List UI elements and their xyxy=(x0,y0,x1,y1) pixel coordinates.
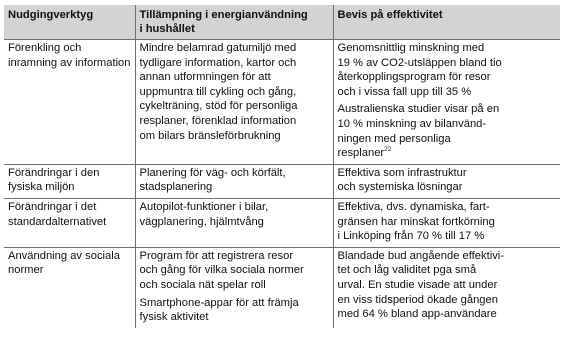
footnote-marker: 22 xyxy=(384,146,392,154)
cell-line: fysisk aktivitet xyxy=(139,311,209,324)
header-line: Nudgingverktyg xyxy=(8,9,94,21)
cell-application xyxy=(135,40,333,165)
cell-line: inramning av information xyxy=(8,56,131,69)
cell-line: Förenkling och xyxy=(8,42,82,54)
cell-line: uppmuntra till cykling och gång, xyxy=(139,85,297,98)
cell-paragraph xyxy=(338,102,556,160)
cell-tool xyxy=(4,198,135,247)
cell-line: resplaner, förenklad information xyxy=(139,114,297,127)
cell-evidence xyxy=(333,40,560,165)
cell-line: Planering för väg- och körfält, xyxy=(139,166,286,179)
cell-line: Effektiva, dvs. dynamiska, fart- xyxy=(337,200,490,213)
cell-application xyxy=(135,164,333,198)
cell-line: 19 % av CO2-utsläppen bland tio xyxy=(337,56,502,69)
cell-line: en viss tidsperiod ökade gången xyxy=(337,293,498,306)
header-tool xyxy=(4,5,135,40)
header-line: Bevis på effektivitet xyxy=(337,9,443,21)
table-row xyxy=(4,40,560,165)
cell-evidence xyxy=(333,198,560,247)
cell-line: i Linköping från 70 % till 17 % xyxy=(337,230,485,243)
cell-line: Program för att registrera resor xyxy=(139,249,294,262)
cell-line: annan utformningen för att xyxy=(139,71,271,84)
cell-paragraph xyxy=(140,249,328,293)
cell-line: stadsplanering xyxy=(139,181,213,194)
cell-line: Användning av sociala xyxy=(8,249,120,262)
cell-evidence xyxy=(333,247,560,327)
cell-line: Förändringar i den xyxy=(8,166,100,179)
cell-line: Effektiva som infrastruktur xyxy=(337,166,467,179)
cell-line: och gång för vilka sociala normer xyxy=(139,264,304,277)
cell-line-text: resplaner xyxy=(337,147,385,160)
cell-line: återkopplingsprogram för resor xyxy=(337,71,491,84)
cell-line: Australienska studier visar på en xyxy=(337,103,500,116)
cell-evidence xyxy=(333,164,560,198)
cell-paragraph xyxy=(140,41,328,143)
cell-line: tet och låg validitet pga små xyxy=(337,264,477,277)
header-line: Tillämpning i energianvändning xyxy=(139,9,308,21)
cell-line: fysiska miljön xyxy=(8,181,75,194)
cell-line: och i vissa fall upp till 35 % xyxy=(337,85,472,98)
nudging-table xyxy=(4,5,560,328)
cell-line: Blandade bud angående effektivi- xyxy=(337,249,504,262)
table-row xyxy=(4,247,560,327)
cell-application xyxy=(135,247,333,327)
cell-paragraph xyxy=(338,41,556,99)
cell-application xyxy=(135,198,333,247)
cell-tool xyxy=(4,247,135,327)
cell-tool xyxy=(4,40,135,165)
cell-line: urval. En studie visade att under xyxy=(337,278,498,291)
table-header-row xyxy=(4,5,560,40)
cell-line: ningen med personliga xyxy=(337,132,451,145)
header-line: i hushållet xyxy=(139,23,195,35)
cell-line: cykelträning, stöd för personliga xyxy=(139,100,298,113)
table-row xyxy=(4,198,560,247)
cell-line: gränsen har minskat fortkörning xyxy=(337,215,495,228)
cell-line: vägplanering, hjälmtvång xyxy=(139,215,264,228)
cell-line: normer xyxy=(8,264,44,277)
cell-tool xyxy=(4,164,135,198)
cell-line: om bilars bränsleförbrukning xyxy=(139,129,281,142)
cell-line: Genomsnittlig minskning med xyxy=(337,42,485,54)
cell-line: Autopilot-funktioner i bilar, xyxy=(139,200,269,213)
cell-line: Förändringar i det xyxy=(8,200,97,213)
cell-line: och sociala nät spelar roll xyxy=(139,278,266,291)
cell-line: med 64 % bland app-användare xyxy=(337,308,497,321)
cell-line: tydligare information, kartor och xyxy=(139,56,297,69)
cell-line: standardalternativet xyxy=(8,215,107,228)
cell-line: och systemiska lösningar xyxy=(337,181,463,194)
cell-line: Smartphone-appar för att främja xyxy=(139,296,299,309)
table-row xyxy=(4,164,560,198)
cell-line: 10 % minskning av bilanvänd- xyxy=(337,117,487,130)
cell-paragraph xyxy=(140,296,328,325)
header-application xyxy=(135,5,333,40)
cell-line: Mindre belamrad gatumiljö med xyxy=(139,42,297,54)
header-evidence xyxy=(333,5,560,40)
cell-line-with-footnote xyxy=(338,146,556,161)
